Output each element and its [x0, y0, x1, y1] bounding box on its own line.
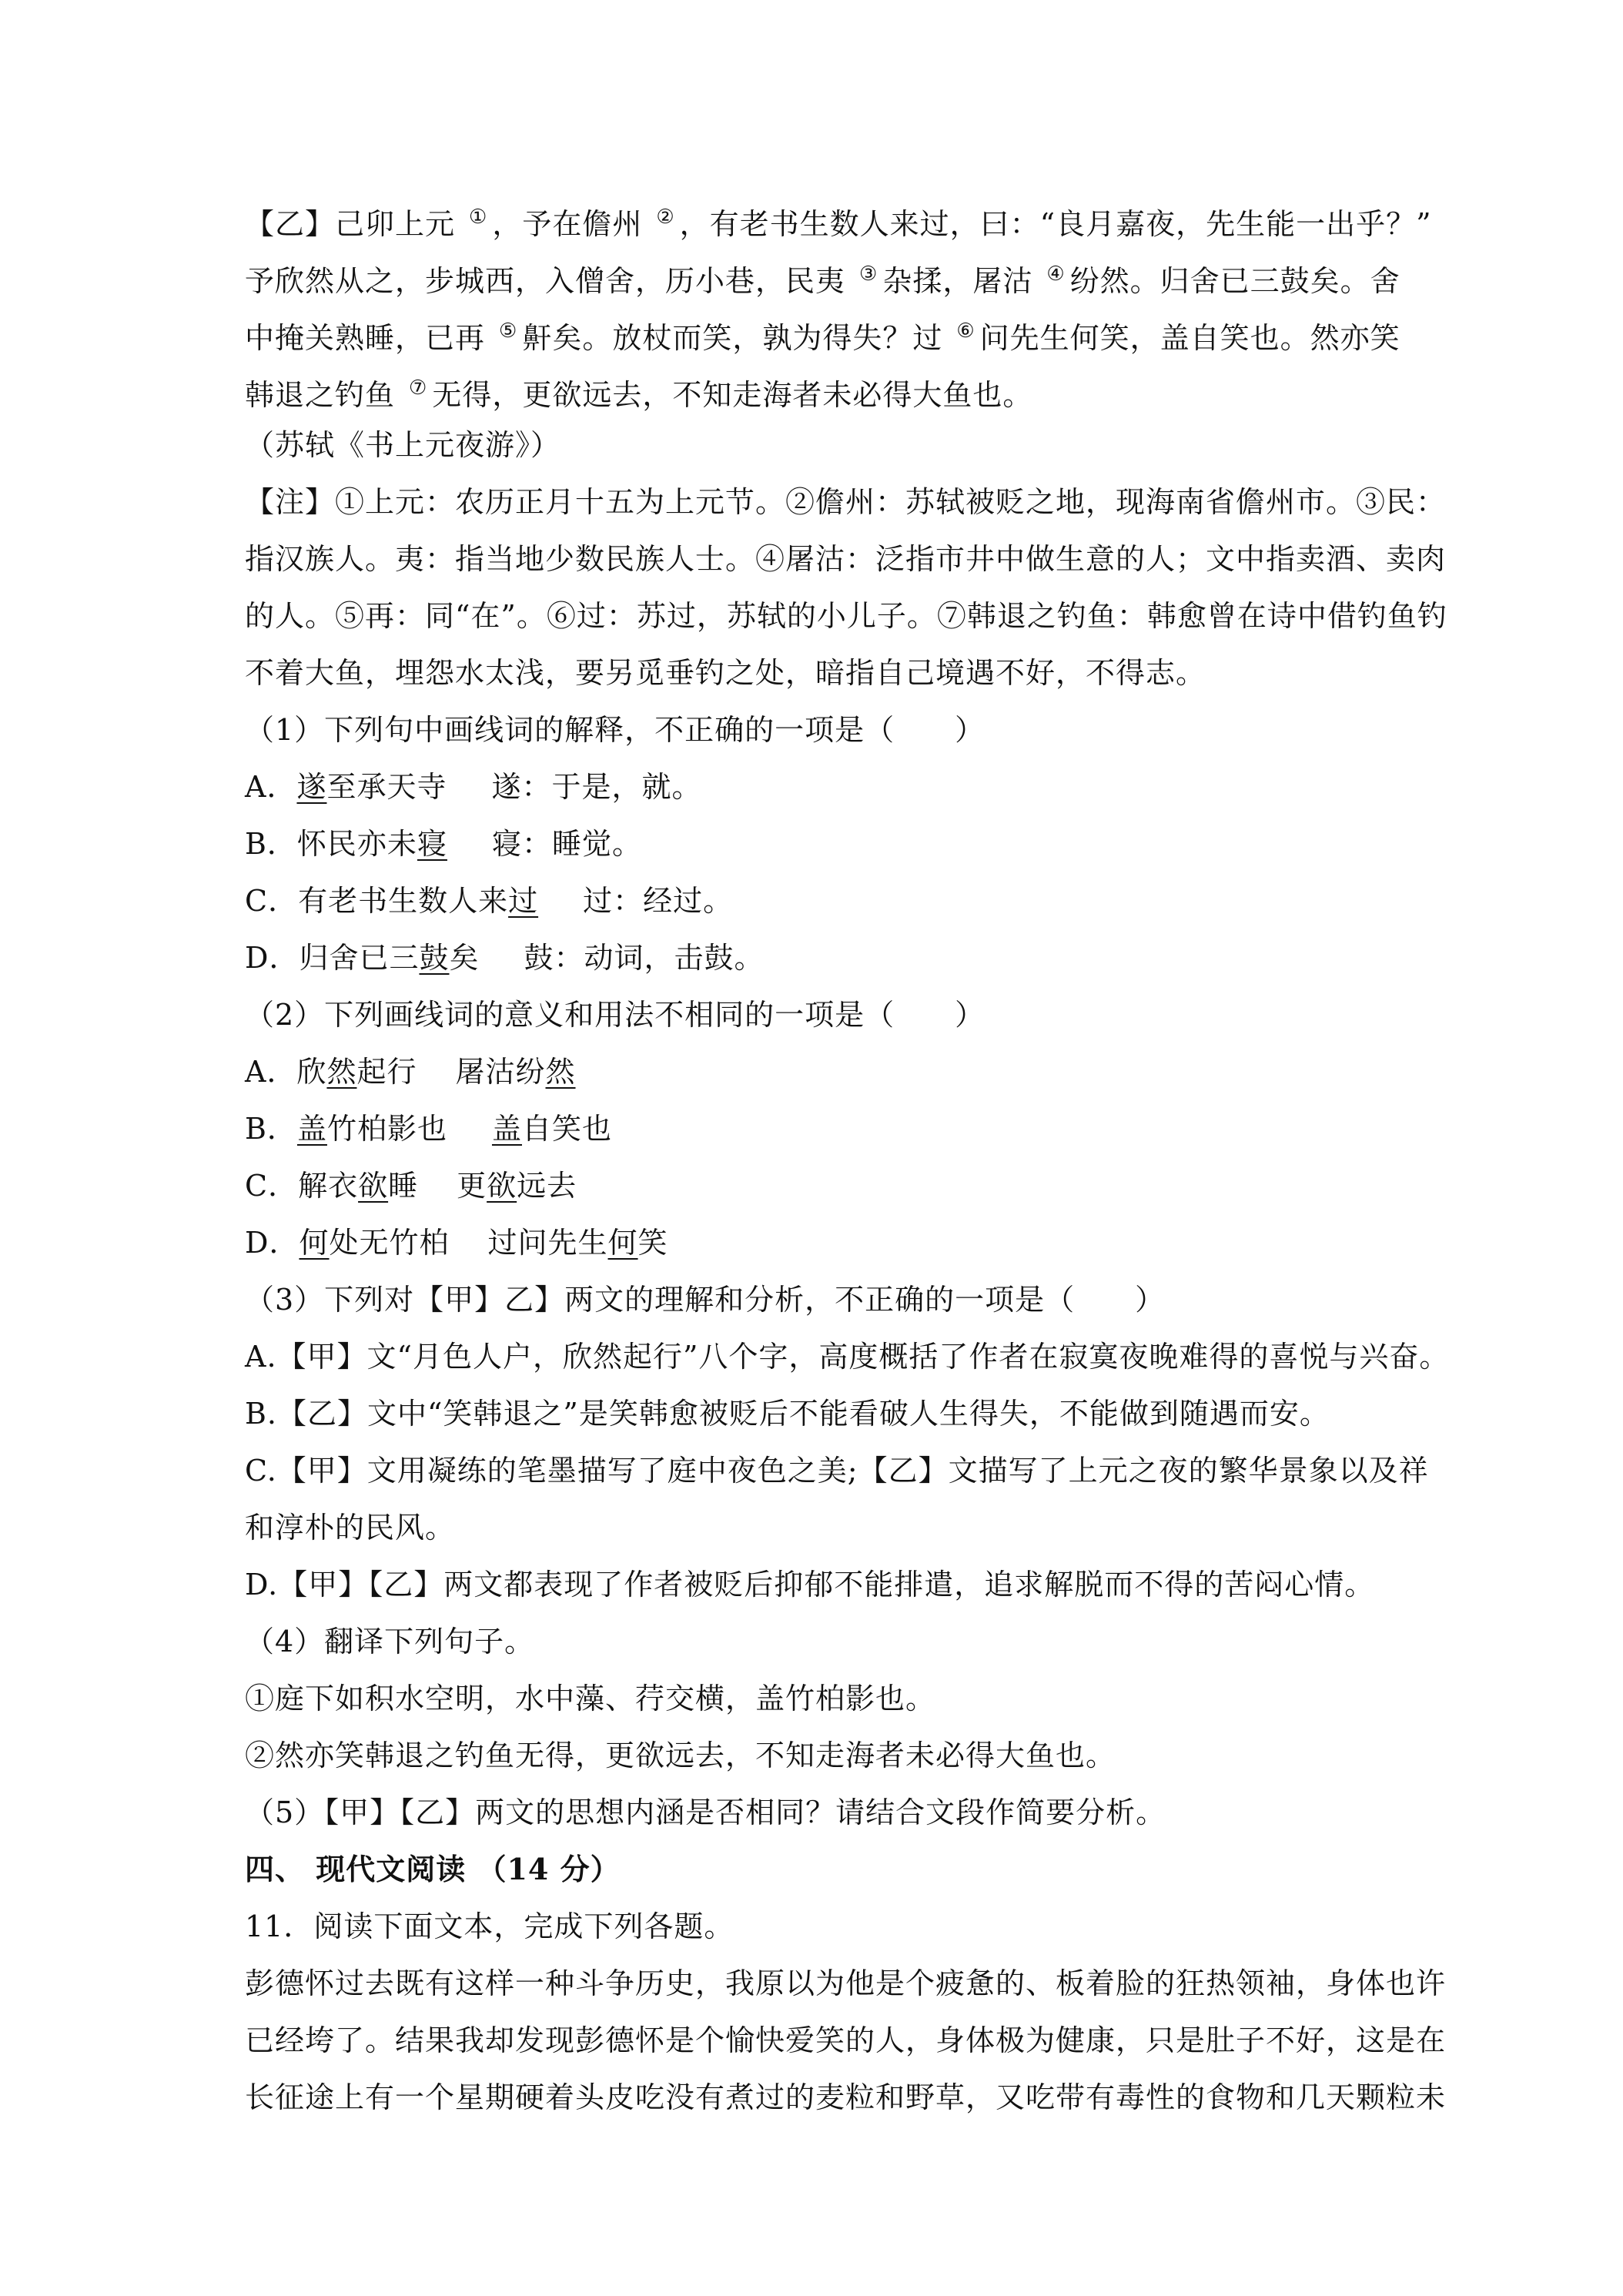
q2-option-d [245, 1224, 668, 1261]
notes-line-3: 的人。⑤再：同“在”。⑥过：苏过，苏轼的小儿子。⑦韩退之钓鱼：韩愈曾在诗中借钓鱼钓 [245, 599, 1447, 633]
option-explanation: 过：经过。 [583, 884, 734, 918]
q3-stem: （3）下列对【甲】乙】两文的理解和分析，不正确的一项是（ ） [245, 1283, 1166, 1317]
underlined-word: 寝 [417, 827, 447, 861]
q1-option-d [245, 939, 765, 976]
underlined-word: 鼓 [419, 941, 450, 975]
option-text: B． [245, 1112, 297, 1146]
underlined-word: 欲 [487, 1169, 517, 1203]
q2-option-a [245, 1053, 576, 1090]
section-heading: 四、 现代文阅读 （14 分） [245, 1852, 621, 1886]
option-explanation: 鼓：动词，击鼓。 [524, 941, 765, 975]
q2-option-b [245, 1110, 612, 1147]
text-segment: 问先生何笑，盖自笑也。然亦笑 [979, 321, 1400, 355]
text-segment: 纷然。归舍已三鼓矣。舍 [1069, 264, 1400, 298]
option-text: C．解衣 [245, 1169, 359, 1203]
passage-yi-line-2 [245, 256, 1400, 300]
footnote-marker: ⑦ [409, 377, 428, 400]
q2-stem: （2）下列画线词的意义和用法不相同的一项是（ ） [245, 998, 986, 1032]
text-segment: 韩退之钓鱼 [245, 378, 396, 412]
footnote-marker: ⑤ [499, 320, 518, 343]
option-text: 至承天寺 [326, 770, 447, 804]
footnote-marker: ② [656, 206, 675, 229]
text-segment: 无得，更欲远去，不知走海者未必得大鱼也。 [432, 378, 1033, 412]
underlined-word: 然 [326, 1055, 357, 1089]
q4-sentence-1: ①庭下如积水空明，水中藻、荇交横，盖竹柏影也。 [245, 1682, 936, 1715]
option-text: A． [245, 770, 297, 804]
q3-option-c-line-1: C.【甲】文用凝练的笔墨描写了庭中夜色之美;【乙】文描写了上元之夜的繁华景象以及祥 [245, 1454, 1429, 1488]
q11-paragraph-line-1: 彭德怀过去既有这样一种斗争历史，我原以为他是个疲惫的、板着脸的狂热领袖，身体也许 [245, 1966, 1447, 2000]
q1-stem: （1）下列句中画线词的解释，不正确的一项是（ ） [245, 713, 986, 747]
q11-paragraph-line-2: 已经垮了。结果我却发现彭德怀是个愉快爱笑的人，身体极为健康，只是肚子不好，这是在 [245, 2023, 1447, 2057]
text-segment: 鼾矣。放杖而笑，孰为得失？过 [522, 321, 943, 355]
text-segment: 【乙】己卯上元 [245, 207, 456, 241]
q5-stem: （5）【甲】【乙】两文的思想内涵是否相同？请结合文段作简要分析。 [245, 1796, 1166, 1829]
passage-yi-line-4 [245, 370, 1032, 413]
option-text: D．归舍已三 [245, 941, 420, 975]
footnote-marker: ③ [859, 263, 878, 286]
underlined-word: 遂 [296, 770, 327, 804]
q1-option-a [245, 768, 702, 805]
notes-line-2: 指汉族人。夷：指当地少数民族人士。④屠沽：泛指市井中做生意的人；文中指卖酒、卖肉 [245, 542, 1447, 576]
q1-option-b [245, 825, 642, 862]
underlined-word: 盖 [296, 1112, 327, 1146]
footnote-marker: ④ [1046, 263, 1066, 286]
q11-stem: 11．阅读下面文本，完成下列各题。 [245, 1909, 735, 1943]
footnote-marker: ① [469, 206, 488, 229]
q3-option-c-line-2: 和淳朴的民风。 [245, 1511, 456, 1545]
text-segment: 予欣然从之，步城西，入僧舍，历小巷，民夷 [245, 264, 846, 298]
underlined-word: 盖 [491, 1112, 522, 1146]
option-text: 屠沽纷 [455, 1055, 546, 1089]
option-text: 过问先生 [487, 1226, 608, 1260]
option-text: A．欣 [245, 1055, 327, 1089]
q3-option-b: B.【乙】文中“笑韩退之”是笑韩愈被贬后不能看破人生得失，不能做到随遇而安。 [245, 1397, 1330, 1431]
underlined-word: 欲 [358, 1169, 389, 1203]
underlined-word: 然 [545, 1055, 576, 1089]
text-segment: ，有老书生数人来过，曰：“良月嘉夜，先生能一出乎？” [679, 207, 1432, 241]
option-text: 远去 [517, 1169, 577, 1203]
q3-option-d: D.【甲】【乙】两文都表现了作者被贬后抑郁不能排遣，追求解脱而不得的苦闷心情。 [245, 1568, 1375, 1602]
q4-stem: （4）翻译下列句子。 [245, 1625, 535, 1658]
underlined-word: 何 [299, 1226, 330, 1260]
underlined-word: 何 [607, 1226, 638, 1260]
underlined-word: 过 [508, 884, 539, 918]
option-text: 矣 [449, 941, 480, 975]
option-text: C．有老书生数人来 [245, 884, 509, 918]
option-text: 起行 [356, 1055, 417, 1089]
option-text: 自笑也 [521, 1112, 612, 1146]
q3-option-a: A.【甲】文“月色人户，欣然起行”八个字，高度概括了作者在寂寞夜晚难得的喜悦与兴奋。 [245, 1340, 1450, 1374]
option-explanation: 遂：于是，就。 [491, 770, 702, 804]
option-text: 竹柏影也 [326, 1112, 447, 1146]
option-text: 处无竹柏 [329, 1226, 450, 1260]
notes-line-4: 不着大鱼，埋怨水太浅，要另觅垂钓之处，暗指自己境遇不好，不得志。 [245, 656, 1206, 690]
text-segment: 杂揉，屠沽 [882, 264, 1033, 298]
text-segment: ，予在儋州 [492, 207, 643, 241]
q11-paragraph-line-3: 长征途上有一个星期硬着头皮吃没有煮过的麦粒和野草，又吃带有毒性的食物和几天颗粒未 [245, 2080, 1447, 2114]
passage-yi-line-3 [245, 313, 1400, 356]
option-text: D． [245, 1226, 300, 1260]
footnote-marker: ⑥ [956, 320, 975, 343]
passage-source: （苏轼《书上元夜游》） [245, 428, 561, 462]
notes-line-1: 【注】①上元：农历正月十五为上元节。②儋州：苏轼被贬之地，现海南省儋州市。③民： [245, 485, 1447, 519]
option-text: 笑 [637, 1226, 668, 1260]
q1-option-c [245, 882, 733, 919]
q4-sentence-2: ②然亦笑韩退之钓鱼无得，更欲远去，不知走海者未必得大鱼也。 [245, 1739, 1116, 1772]
option-text: 睡 [388, 1169, 419, 1203]
q2-option-c [245, 1167, 577, 1204]
option-text: 更 [457, 1169, 487, 1203]
option-text: B．怀民亦未 [245, 827, 417, 861]
text-segment: 中掩关熟睡，已再 [245, 321, 486, 355]
option-explanation: 寝：睡觉。 [491, 827, 642, 861]
passage-yi-line-1 [245, 199, 1432, 243]
